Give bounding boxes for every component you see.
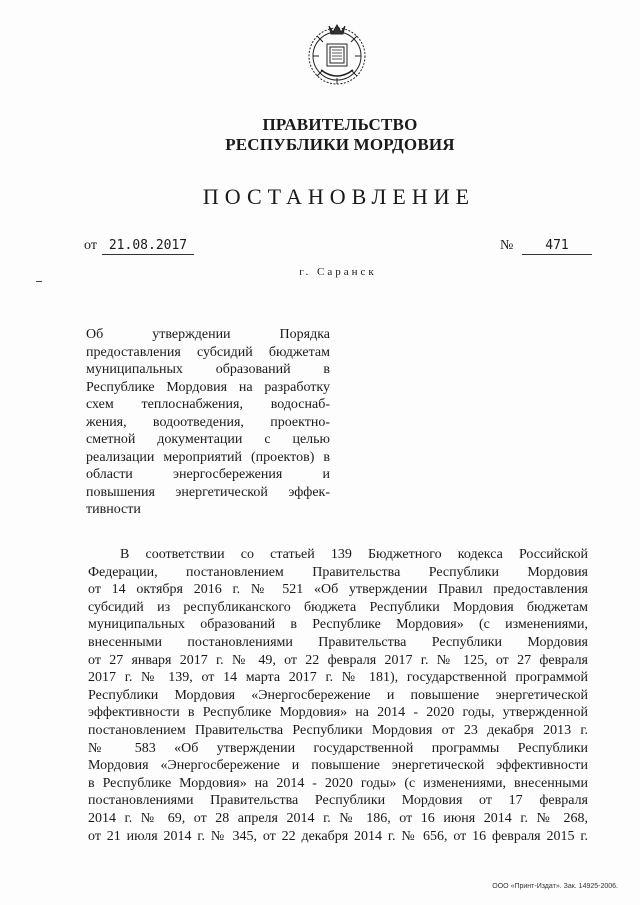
document-date: 21.08.2017 xyxy=(102,238,194,255)
subject-line: схем теплоснабжения, водоснаб- xyxy=(86,397,330,412)
body-line: от 14 октября 2016 г. № 521 «Об утверждении Правил предоставления xyxy=(88,582,588,598)
body-line: от 27 января 2017 г. № 49, от 22 февраля 2017 г. № 125, от 27 февраля xyxy=(88,652,588,668)
body-line: 2014 г. № 69, от 28 апреля 2014 г. № 186, от 16 июня 2014 г. № 268, xyxy=(88,810,588,826)
government-title-line1: ПРАВИТЕЛЬСТВО xyxy=(262,115,418,134)
body-line: постановлениями Правительства Республики Мордовия от 17 февраля xyxy=(88,793,588,809)
body-line: Мордовия «Энергосбережение и повышение энергетической эффективности xyxy=(88,758,588,774)
subject-line: тивности xyxy=(86,502,141,517)
government-title-line2: РЕСПУБЛИКИ МОРДОВИЯ xyxy=(225,135,455,154)
subject-line: Об утверждении Порядка xyxy=(86,327,330,342)
subject-line: повышения энергетической эффек- xyxy=(86,484,330,500)
subject-line: муниципальных образований в xyxy=(86,362,330,377)
subject-line: жения, водоотведения, проектно- xyxy=(86,414,330,430)
document-number: 471 xyxy=(522,238,592,255)
subject-line: Республике Мордовия на разработку xyxy=(86,379,330,395)
subject-line: области энергосбережения и xyxy=(86,467,330,482)
subject-line: сметной документации с целью xyxy=(86,432,330,447)
document-body xyxy=(88,546,588,845)
body-line: субсидий из республиканского бюджета Республики Мордовия бюджетам xyxy=(88,599,588,615)
body-line: № 583 «Об утверждении государственной программы Республики xyxy=(88,740,588,756)
subject-line: предоставления субсидий бюджетам xyxy=(86,344,330,360)
body-line: постановлением Правительства Республики Мордовия от 23 декабря 2013 г. xyxy=(88,722,588,738)
body-line: внесенными постановлениями Правительства Республики Мордовия xyxy=(88,634,588,650)
subject-line: реализации мероприятий (проектов) в xyxy=(86,449,330,465)
body-line: от 21 июля 2014 г. № 345, от 22 декабря 2014 г. № 656, от 16 февраля 2015 г. xyxy=(88,828,588,844)
document-type-title: ПОСТАНОВЛЕНИЕ xyxy=(202,184,476,209)
margin-mark xyxy=(36,281,42,282)
city-name: г. Саранск xyxy=(299,266,377,278)
body-line: В соответствии со статьей 139 Бюджетного кодекса Российской xyxy=(120,547,588,562)
body-line: Республики Мордовия «Энергосбережение и повышение энергетической xyxy=(88,687,588,703)
printer-imprint: ООО «Принт-Издат». Зак. 14925-2006. xyxy=(492,883,618,890)
body-line: в Республике Мордовия» на 2014 - 2020 годы» (с изменениями, внесенными xyxy=(88,775,588,791)
document-subject xyxy=(86,326,330,519)
date-prefix: от xyxy=(84,238,97,253)
body-line: эффективности в Республике Мордовия» на 2014 - 2020 годы, утвержденной xyxy=(88,705,588,721)
body-line: муниципальных образований в Республике Мордовия» (с изменениями, xyxy=(88,617,588,633)
coat-of-arms-icon xyxy=(303,22,371,88)
body-line: 2017 г. № 139, от 14 марта 2017 г. № 181), государственной программой xyxy=(88,670,588,686)
number-prefix: № xyxy=(500,238,514,253)
body-line: Федерации, постановлением Правительства Республики Мордовия xyxy=(88,564,588,580)
